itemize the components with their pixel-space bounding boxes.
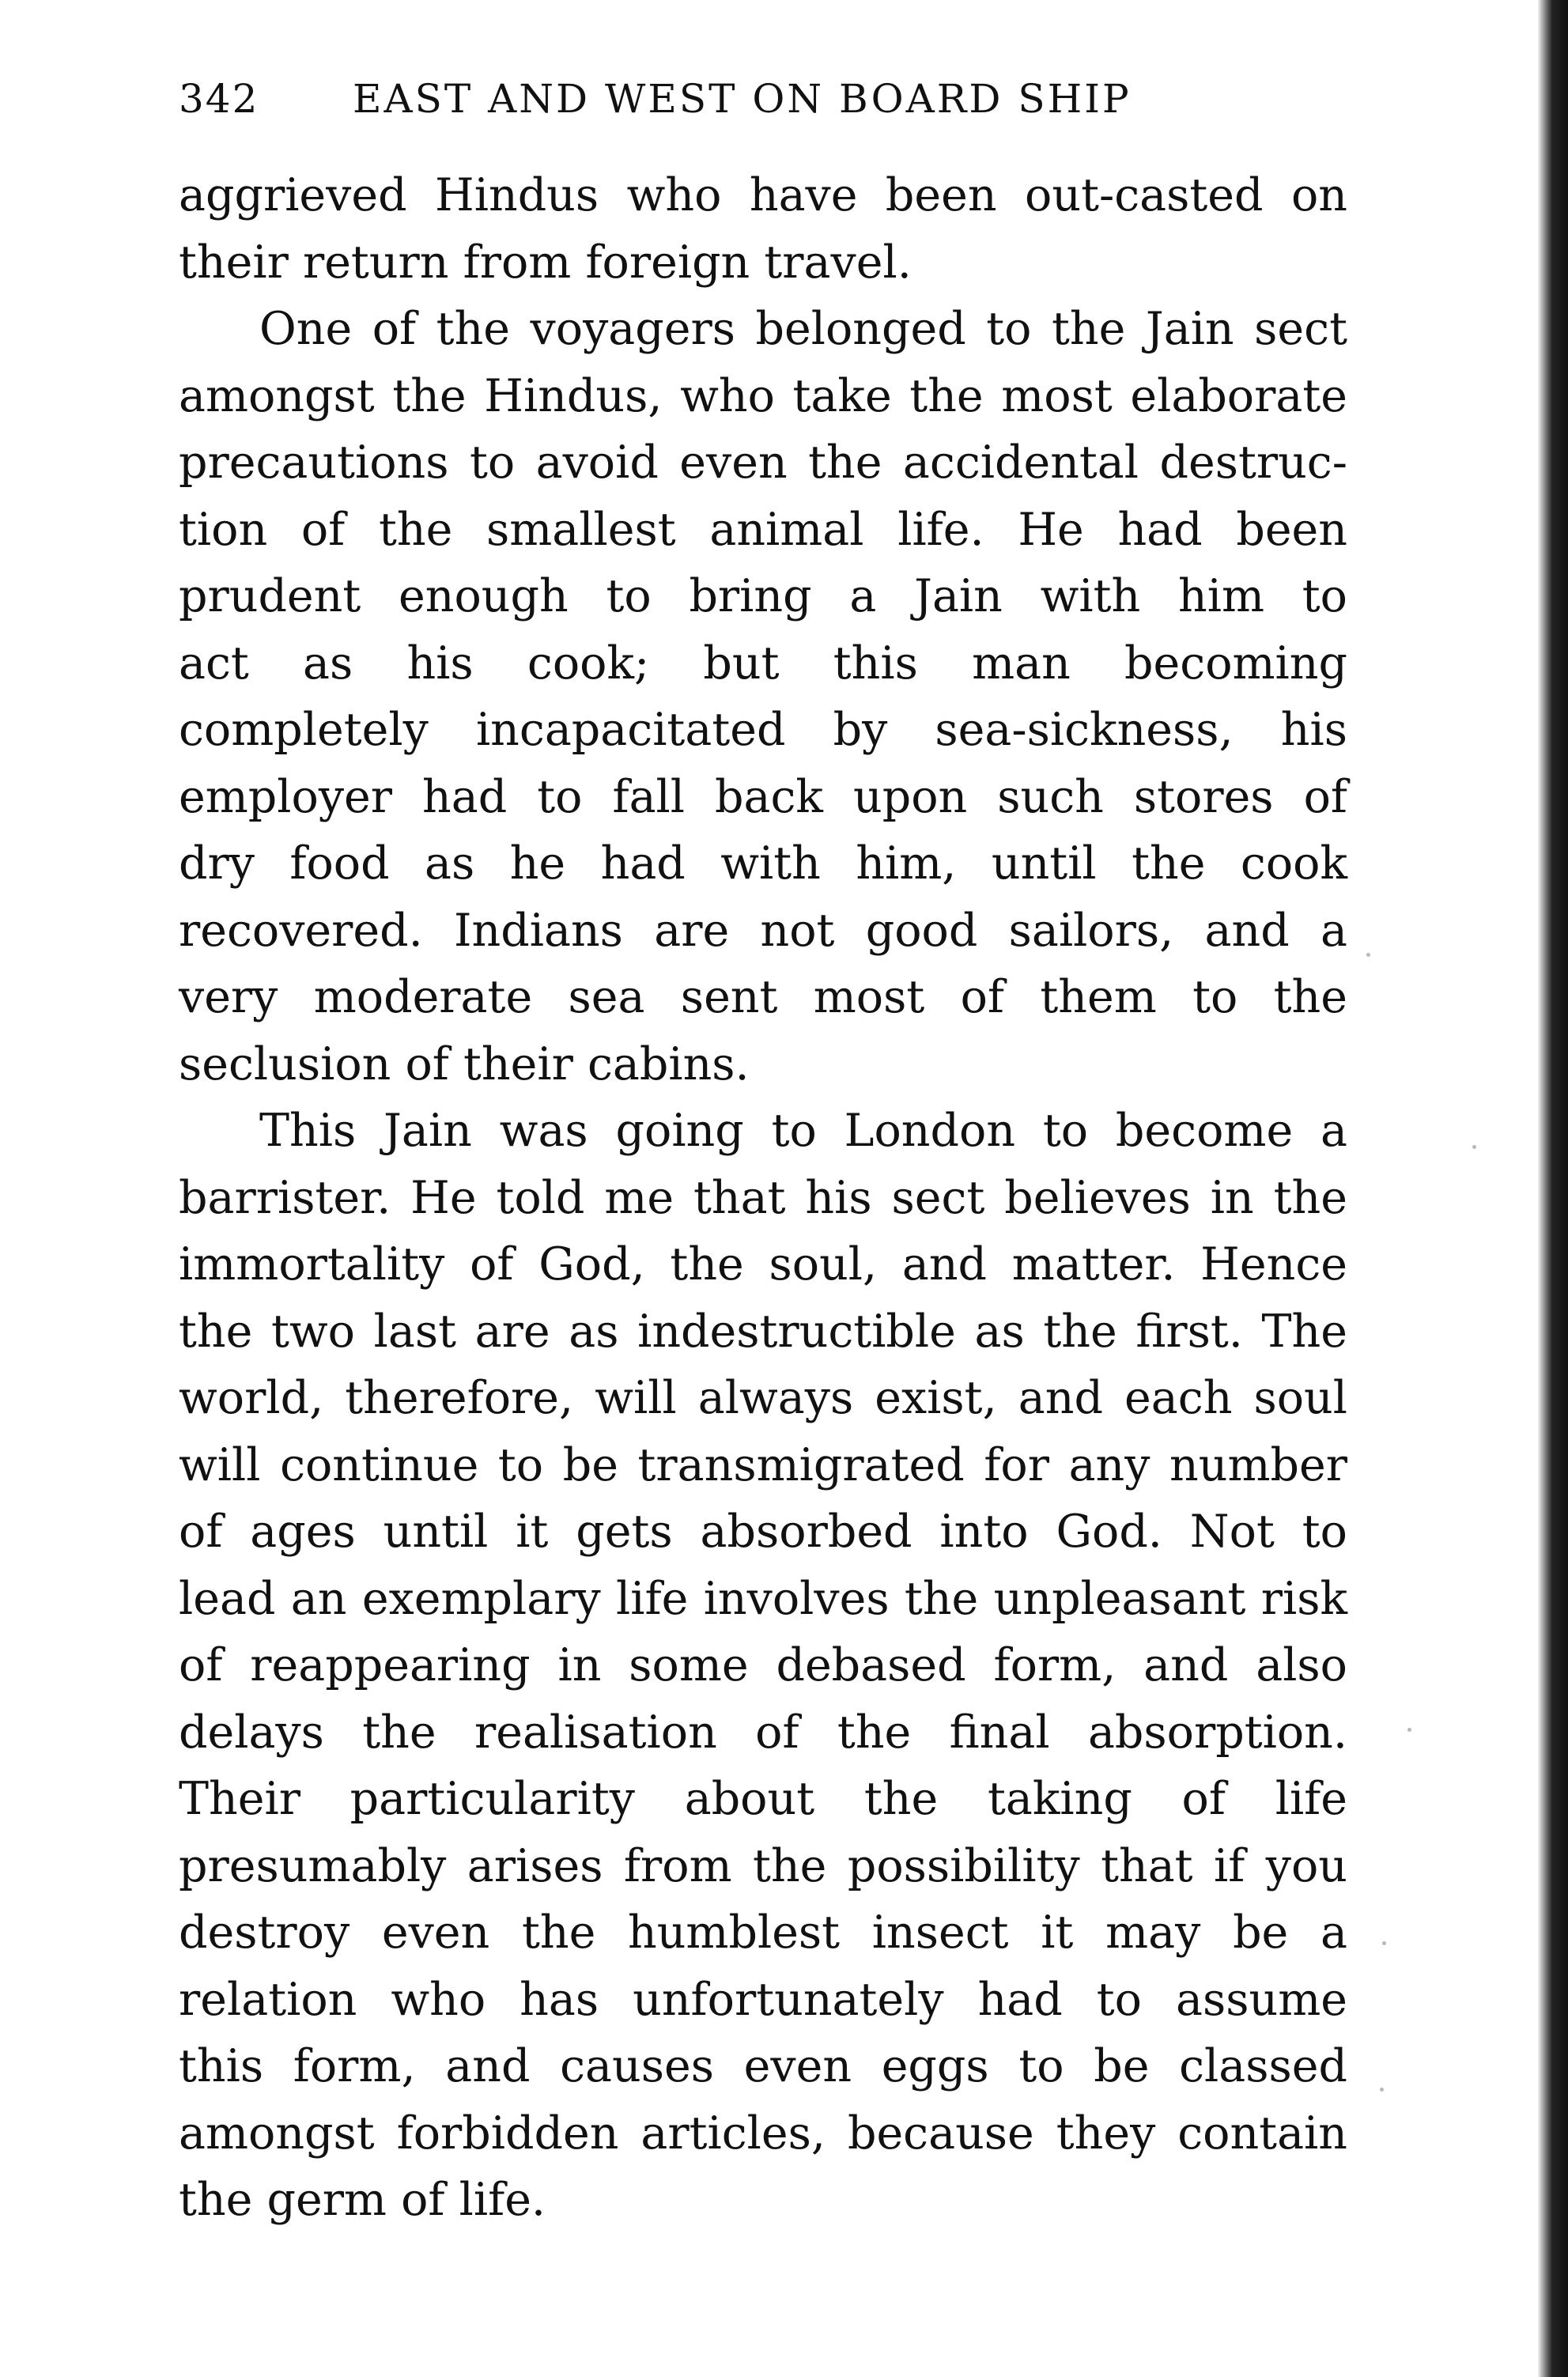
page-number: 342 (179, 76, 259, 122)
paper-speck (1382, 1941, 1386, 1945)
text-line: the two last are as indestructible as the first. The (179, 1305, 1347, 1358)
text-line: act as his cook; but this man becoming (179, 637, 1347, 690)
text-line: immortality of God, the soul, and matter. Hence (179, 1238, 1347, 1291)
text-line: amongst forbidden articles, because they contain (179, 2107, 1347, 2160)
text-line: the germ of life. (179, 2174, 546, 2226)
text-line: delays the realisation of the final absorption. (179, 1706, 1347, 1759)
text-line: relation who has unfortunately had to assume (179, 1973, 1347, 2026)
text-line: presumably arises from the possibility that if you (179, 1839, 1347, 1892)
text-line: Their particularity about the taking of life (179, 1773, 1347, 1825)
text-line: of ages until it gets absorbed into God. Not to (179, 1506, 1347, 1558)
text-line: One of the voyagers belonged to the Jain sect (259, 303, 1347, 355)
paper-speck (1380, 2088, 1384, 2092)
text-line: prudent enough to bring a Jain with him to (179, 570, 1347, 622)
text-line: amongst the Hindus, who take the most elaborate (179, 369, 1347, 422)
text-line: lead an exemplary life involves the unpleasant risk (179, 1572, 1347, 1625)
text-line: seclusion of their cabins. (179, 1037, 750, 1090)
text-line: recovered. Indians are not good sailors, and a (179, 904, 1347, 957)
running-title: EAST AND WEST ON BOARD SHIP (353, 76, 1132, 122)
text-line: aggrieved Hindus who have been out-casted on (179, 169, 1347, 221)
text-line: employer had to fall back upon such stores of (179, 770, 1347, 823)
text-line: of reappearing in some debased form, and also (179, 1639, 1347, 1691)
page-binding-edge (1538, 0, 1568, 2377)
text-line: will continue to be transmigrated for any number (179, 1438, 1347, 1491)
text-line: precautions to avoid even the accidental destruc- (179, 436, 1347, 489)
text-line: their return from foreign travel. (179, 236, 912, 289)
paper-speck (1366, 953, 1370, 957)
body-text (179, 162, 1347, 2234)
text-line: This Jain was going to London to become a (259, 1105, 1347, 1157)
paper-speck (1472, 1145, 1476, 1149)
text-line: very moderate sea sent most of them to the (179, 971, 1347, 1023)
text-line: this form, and causes even eggs to be classed (179, 2040, 1347, 2092)
text-line: barrister. He told me that his sect believes in the (179, 1171, 1347, 1224)
page-header (179, 76, 1365, 139)
paper-speck (1407, 1728, 1411, 1732)
text-line: tion of the smallest animal life. He had been (179, 503, 1347, 556)
text-line: destroy even the humblest insect it may be a (179, 1907, 1347, 1959)
text-line: world, therefore, will always exist, and each soul (179, 1372, 1347, 1424)
text-line: dry food as he had with him, until the cook (179, 837, 1347, 890)
text-line: completely incapacitated by sea-sickness, his (179, 704, 1347, 756)
